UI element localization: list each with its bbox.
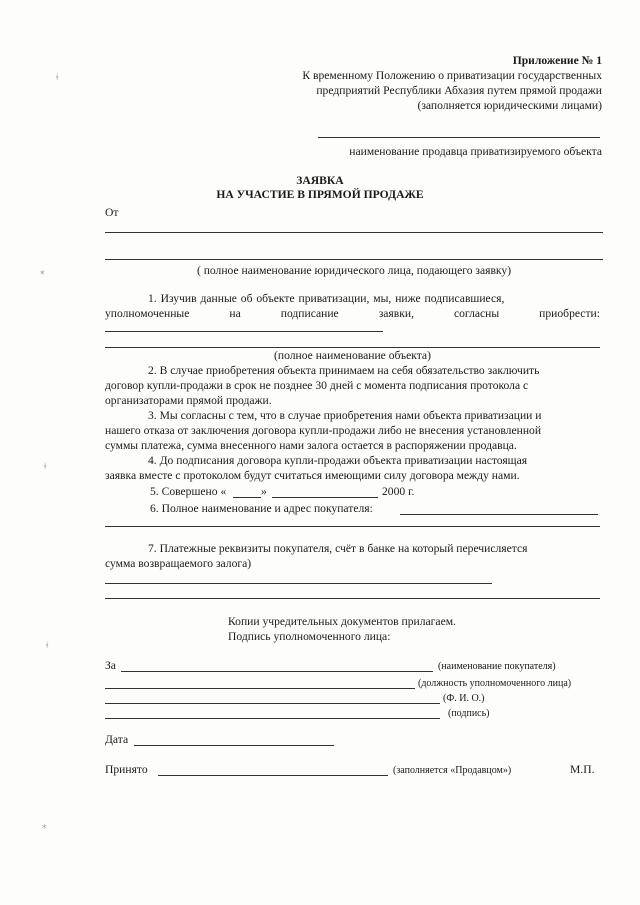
signature-line[interactable] [105,718,440,719]
p1-word: подписание [280,307,339,320]
scan-speck: ǂ [56,72,59,82]
date-signed-year: 2000 г. [382,485,415,498]
paragraph-3-line-2: нашего отказа от заключения договора купли-продажи либо не внесения установленной [105,424,542,437]
buyer-name-line[interactable] [121,671,433,672]
date-day-line[interactable] [233,497,261,498]
signature-caption: (подпись) [448,708,490,719]
paragraph-2-line-1: 2. В случае приобретения объекта принимаем на себя обязательство заключить [148,364,540,377]
header-line-3: (заполняется юридическими лицами) [417,99,602,112]
position-line[interactable] [105,688,415,689]
paragraph-4-line-1: 4. До подписания договора купли-продажи объекта приватизации настоящая [148,454,528,467]
accepted-note: (заполняется «Продавцом») [393,765,512,776]
za-label: За [105,659,116,672]
p1-word: заявки, [378,307,414,320]
date-signed-prefix: 5. Совершено « [150,485,227,498]
object-line-2[interactable] [105,347,600,348]
applicant-line-1[interactable] [105,232,603,233]
applicant-caption: ( полное наименование юридического лица, подающего заявку) [196,264,512,277]
stamp-place: М.П. [570,763,595,776]
document-subtitle: НА УЧАСТИЕ В ПРЯМОЙ ПРОДАЖЕ [216,188,424,201]
date-signed-quote: » [261,485,267,498]
object-caption: (полное наименование объекта) [274,349,431,362]
document-title: ЗАЯВКА [296,174,344,187]
bank-details-line-1[interactable] [105,583,492,584]
position-caption: (должность уполномоченного лица) [418,678,572,689]
scan-speck: ⁎ [42,820,47,830]
date-line[interactable] [134,745,334,746]
paragraph-2-line-2: договор купли-продажи в срок не позднее 30 дней с момента подписания протокола с [105,379,529,392]
copies-attached: Копии учредительных документов прилагаем. [228,615,456,628]
p1-word: на [229,307,241,320]
object-line-1[interactable] [105,331,383,332]
paragraph-1-line-1: 1. Изучив данные об объекте приватизации, мы, ниже подписавшиеся, [148,292,505,305]
buyer-address-line-2[interactable] [105,526,600,527]
date-label: Дата [105,733,129,746]
paragraph-1-line-2 [105,307,600,321]
paragraph-3-line-3: суммы платежа, сумма внесенного нами залога остается в распоряжении продавца. [105,439,517,452]
scan-speck: ǂ [46,640,49,650]
p1-word: уполномоченные [105,307,190,320]
buyer-address-line-1[interactable] [400,514,598,515]
buyer-caption: (наименование покупателя) [438,661,556,672]
buyer-address-label: 6. Полное наименование и адрес покупателя: [150,502,373,515]
date-month-line[interactable] [272,497,378,498]
fio-line[interactable] [105,703,440,704]
p1-word: приобрести: [539,307,600,320]
paragraph-7-line-1: 7. Платежные реквизиты покупателя, счёт в банке на который перечисляется [148,542,528,555]
seller-caption: наименование продавца приватизируемого объекта [349,145,602,158]
accepted-line[interactable] [158,775,388,776]
paragraph-4-line-2: заявка вместе с протоколом будут считаться имеющими силу договора между нами. [105,469,520,482]
accepted-label: Принято [105,763,148,776]
paragraph-7-line-2: сумма возвращаемого залога) [105,557,252,570]
header-line-2: предприятий Республики Абхазия путем прямой продажи [316,84,602,97]
paragraph-3-line-1: 3. Мы согласны с тем, что в случае приобретения нами объекта приватизации и [148,409,542,422]
appendix-number: Приложение № 1 [512,54,602,67]
signature-label: Подпись уполномоченного лица: [228,630,391,643]
p1-word: согласны [453,307,500,320]
fio-caption: (Ф. И. О.) [443,693,485,704]
bank-details-line-2[interactable] [105,598,600,599]
from-label: От [105,206,119,219]
header-line-1: К временному Положению о приватизации государственных [302,69,602,82]
scan-speck: ǂ [44,461,47,471]
scan-speck: ⁎ [40,266,45,276]
paragraph-2-line-3: организаторами прямой продажи. [105,394,272,407]
applicant-line-2[interactable] [105,259,603,260]
seller-name-line[interactable] [318,137,600,138]
